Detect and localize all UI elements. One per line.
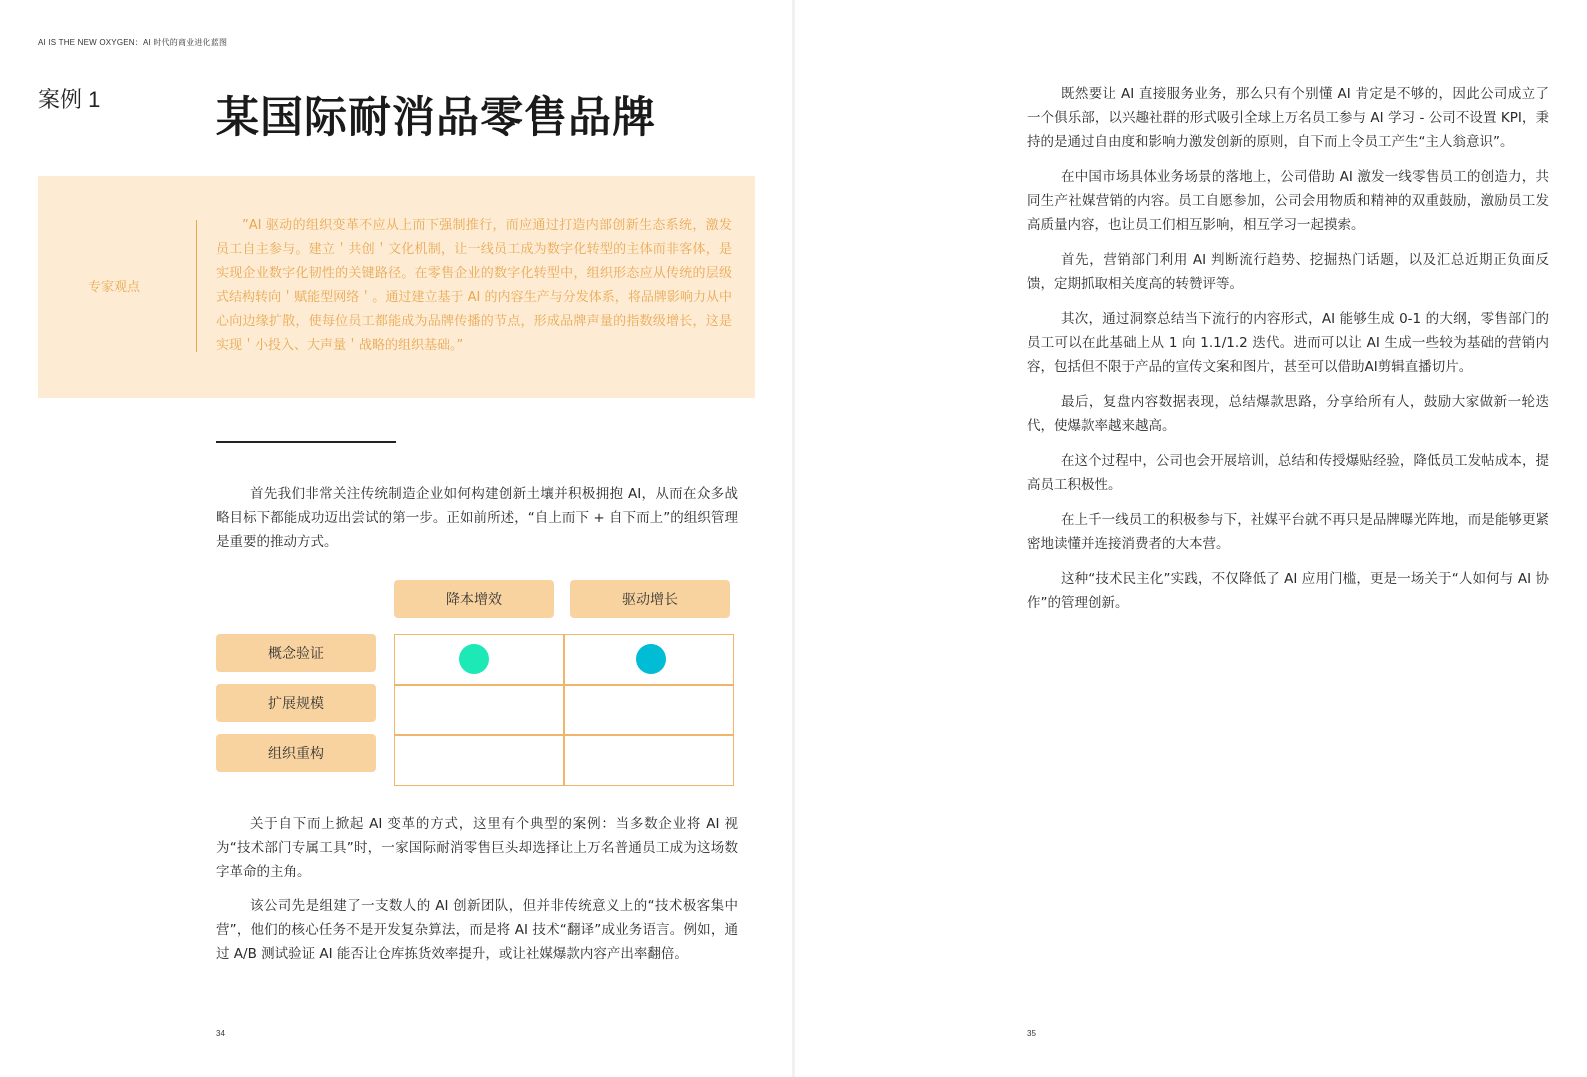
intro-text [216, 482, 738, 564]
matrix-column-header: 降本增效 [394, 580, 554, 618]
matrix-column-header: 驱动增长 [570, 580, 730, 618]
paragraph: 在上千一线员工的积极参与下，社媒平台就不再只是品牌曝光阵地，而是能够更紧密地读懂并连接消费者的大本营。 [1027, 512, 1549, 552]
case-label: 案例 1 [38, 87, 101, 112]
paragraph: 在这个过程中，公司也会开展培训，总结和传授爆贴经验，降低员工发帖成本，提高员工积极性。 [1027, 453, 1549, 493]
matrix-grid [394, 634, 734, 786]
page-number: 34 [216, 1029, 225, 1038]
expert-quote: ”AI 驱动的组织变革不应从上而下强制推行，而应通过打造内部创新生态系统，激发员工自主参与。建立＇共创＇文化机制，让一线员工成为数字化转型的主体而非客体，是实现企业数字化韧性的关键路径。在零售企业的数字化转型中，组织形态应从传统的层级式结构转向＇赋能型网络＇。通过建立基于 AI 的内容生产与分发体系，将品牌影响力从中心向边缘扩散，使每位员工都能成为品牌传播的节点，形成品牌声量的指数级增长，这是实现＇小投入、大声量＇战略的组织基础。” [216, 218, 732, 353]
paragraph: 最后，复盘内容数据表现，总结爆款思路，分享给所有人，鼓励大家做新一轮迭代，使爆款率越来越高。 [1027, 394, 1549, 434]
paragraph: 这种“技术民主化”实践，不仅降低了 AI 应用门槛，更是一场关于“人如何与 AI 协作”的管理创新。 [1027, 571, 1549, 611]
grid-divider [395, 684, 733, 686]
page-title: 某国际耐消品零售品牌 [216, 93, 656, 143]
section-rule [216, 441, 396, 443]
paragraph: 首先，营销部门利用 AI 判断流行趋势、挖掘热门话题，以及汇总近期正负面反馈，定期抓取相关度高的转赞评等。 [1027, 252, 1549, 292]
matrix-row-header: 概念验证 [216, 634, 376, 672]
expert-label: 专家观点 [88, 280, 141, 295]
case-text [216, 812, 738, 976]
left-page [0, 0, 792, 1077]
expert-divider [196, 220, 197, 352]
paragraph: 其次，通过洞察总结当下流行的内容形式，AI 能够生成 0-1 的大纲，零售部门的员工可以在此基础上从 1 向 1.1/1.2 迭代。进而可以让 AI 生成一些较为基础的营销内容，包括但不限于产品的宣传文案和图片，甚至可以借助AI剪辑直播切片。 [1027, 311, 1549, 375]
matrix-row-header: 扩展规模 [216, 684, 376, 722]
paragraph: 在中国市场具体业务场景的落地上，公司借助 AI 激发一线零售员工的创造力，共同生产社媒营销的内容。员工自愿参加，公司会用物质和精神的双重鼓励，激励员工发高质量内容，也让员工们相互影响，相互学习一起摸索。 [1027, 169, 1549, 233]
expert-opinion-box [38, 176, 755, 398]
grid-divider [395, 734, 733, 736]
page-number: 35 [1027, 1029, 1036, 1038]
matrix-marker-dot [636, 644, 666, 674]
paragraph: 关于自下而上掀起 AI 变革的方式，这里有个典型的案例：当多数企业将 AI 视为“技术部门专属工具”时，一家国际耐消零售巨头却选择让上万名普通员工成为这场数字革命的主角。 [216, 816, 738, 880]
matrix-marker-dot [459, 644, 489, 674]
right-body-text [1027, 82, 1549, 626]
strategy-matrix [216, 580, 738, 790]
matrix-row-header: 组织重构 [216, 734, 376, 772]
paragraph: 首先我们非常关注传统制造企业如何构建创新土壤并积极拥抱 AI，从而在众多战略目标下都能成功迈出尝试的第一步。正如前所述，“自上而下 + 自下而上”的组织管理是重要的推动方式。 [216, 486, 738, 550]
running-header: AI IS THE NEW OXYGEN：AI 时代的商业进化蓝图 [38, 38, 228, 47]
paragraph: 既然要让 AI 直接服务业务，那么只有个别懂 AI 肯定是不够的，因此公司成立了一个俱乐部，以兴趣社群的形式吸引全球上万名员工参与 AI 学习 - 公司不设置 KPI，秉持的是通过自由度和影响力激发创新的原则，自下而上令员工产生“主人翁意识”。 [1027, 86, 1549, 150]
grid-divider [563, 635, 565, 785]
paragraph: 该公司先是组建了一支数人的 AI 创新团队，但并非传统意义上的“技术极客集中营”，他们的核心任务不是开发复杂算法，而是将 AI 技术“翻译”成业务语言。例如，通过 A/B 测试验证 AI 能否让仓库拣货效率提升，或让社媒爆款内容产出率翻倍。 [216, 898, 738, 962]
